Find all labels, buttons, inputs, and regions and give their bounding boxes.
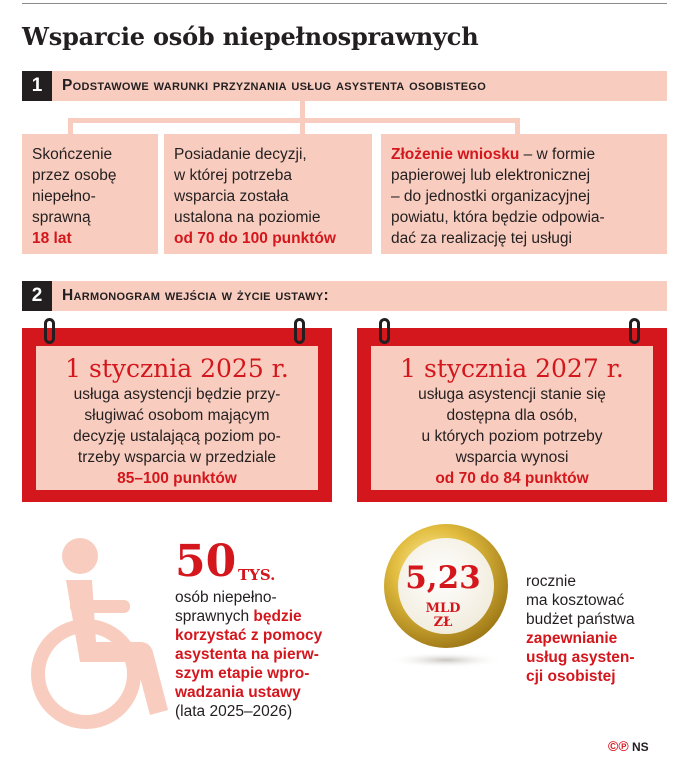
stat1-line: (lata 2025–2026) <box>175 703 293 720</box>
condition-line: Skończenie <box>32 146 113 163</box>
stat2-line: budżet państwa <box>526 611 635 628</box>
schedule-highlight: od 70 do 84 punktów <box>435 470 589 487</box>
wheelchair-icon <box>22 534 172 734</box>
condition-highlight: od 70 do 100 punktów <box>174 230 336 247</box>
stat2-unit: MLD <box>425 601 461 616</box>
connector-leg-2 <box>300 101 305 134</box>
condition-lead-highlight: Złożenie wniosku <box>391 146 520 163</box>
section-2-header <box>22 281 667 311</box>
credit <box>608 738 649 754</box>
copyright-icon: ©℗ <box>608 738 629 754</box>
section-1-number: 1 <box>22 71 52 101</box>
condition-line: w której potrzeba <box>174 167 293 184</box>
stat1-line <box>175 664 309 683</box>
condition-line: – do jednostki organizacyjnej <box>391 188 591 205</box>
connector-leg-1 <box>68 118 73 134</box>
schedule-line: u których poziom potrzeby <box>421 428 603 445</box>
schedule-card-body <box>36 346 318 490</box>
condition-line: powiatu, która będzie odpowia- <box>391 209 605 226</box>
stat1-unit: TYS. <box>238 566 276 584</box>
stat1-red: wadzania ustawy <box>175 684 301 701</box>
stat2-line <box>526 667 616 686</box>
coin-icon <box>380 522 512 670</box>
stat1-line <box>175 645 319 664</box>
stat1-line: osób niepełno- <box>175 589 277 606</box>
condition-line: papierowej lub elektronicznej <box>391 167 591 184</box>
condition-line: wsparcia została <box>174 188 289 205</box>
stat1-red: szym etapie wpro- <box>175 665 310 682</box>
binder-ring-icon <box>44 318 55 344</box>
stat2-red: cji osobistej <box>526 668 616 685</box>
condition-line: Posiadanie decyzji, <box>174 146 307 163</box>
section-2-heading: Harmonogram wejścia w życie ustawy: <box>62 287 329 304</box>
schedule-line: dostępna dla osób, <box>446 407 578 424</box>
condition-box-age <box>22 134 158 254</box>
schedule-line: sługiwać osobom mającym <box>84 407 270 424</box>
stat1-value: 50 <box>175 536 237 587</box>
stat2-red: zapewnianie <box>526 630 618 647</box>
condition-lead-rest: – w formie <box>519 146 596 163</box>
schedule-line: trzeby wsparcia w przedziale <box>77 449 277 466</box>
stat1-red: korzystać z pomocy <box>175 627 323 644</box>
schedule-highlight: 85–100 punktów <box>117 470 237 487</box>
condition-lead <box>391 144 659 165</box>
stat1-line <box>175 607 302 626</box>
stat2-unit: ZŁ <box>433 615 453 630</box>
stat2-line <box>526 648 635 667</box>
binder-ring-icon <box>379 318 390 344</box>
stat2-line <box>526 629 617 648</box>
condition-box-application <box>381 134 667 254</box>
stat2-red: usług asysten- <box>526 649 635 666</box>
stat1-line <box>175 626 322 645</box>
condition-line: przez osobę <box>32 167 117 184</box>
condition-line: sprawną <box>32 209 91 226</box>
stat1-plain: sprawnych <box>175 608 254 625</box>
condition-line: niepełno- <box>32 188 96 205</box>
schedule-card-2027 <box>357 328 667 502</box>
schedule-date: 1 stycznia 2025 r. <box>65 354 289 383</box>
stat2-line: ma kosztować <box>526 592 625 609</box>
schedule-line: decyzję ustalającą poziom po- <box>73 428 281 445</box>
stat2-line: rocznie <box>526 573 576 590</box>
stat2-value: 5,23 <box>405 560 481 596</box>
condition-line: dać za realizację tej usługi <box>391 230 572 247</box>
schedule-line: usługa asystencji będzie przy- <box>73 386 281 403</box>
condition-box-decision <box>164 134 372 254</box>
schedule-card-body <box>371 346 653 490</box>
condition-highlight: 18 lat <box>32 230 72 247</box>
section-2-number: 2 <box>22 281 52 311</box>
stat1-line <box>175 683 301 702</box>
connector-bar <box>68 118 520 123</box>
page-title: Wsparcie osób niepełnosprawnych <box>22 22 479 51</box>
connector-leg-3 <box>515 118 520 134</box>
section-1-header <box>22 71 667 101</box>
schedule-date: 1 stycznia 2027 r. <box>400 354 624 383</box>
schedule-line: wsparcia wynosi <box>455 449 569 466</box>
stat1-red: asystenta na pierw- <box>175 646 319 663</box>
stat1-red: będzie <box>253 608 302 625</box>
schedule-line: usługa asystencji stanie się <box>418 386 606 403</box>
binder-ring-icon <box>294 318 305 344</box>
schedule-card-2025 <box>22 328 332 502</box>
credit-author: NS <box>631 740 649 754</box>
condition-line: ustalona na poziomie <box>174 209 321 226</box>
binder-ring-icon <box>629 318 640 344</box>
top-rule <box>22 3 667 4</box>
section-1-heading: Podstawowe warunki przyznania usług asystenta osobistego <box>62 77 487 94</box>
